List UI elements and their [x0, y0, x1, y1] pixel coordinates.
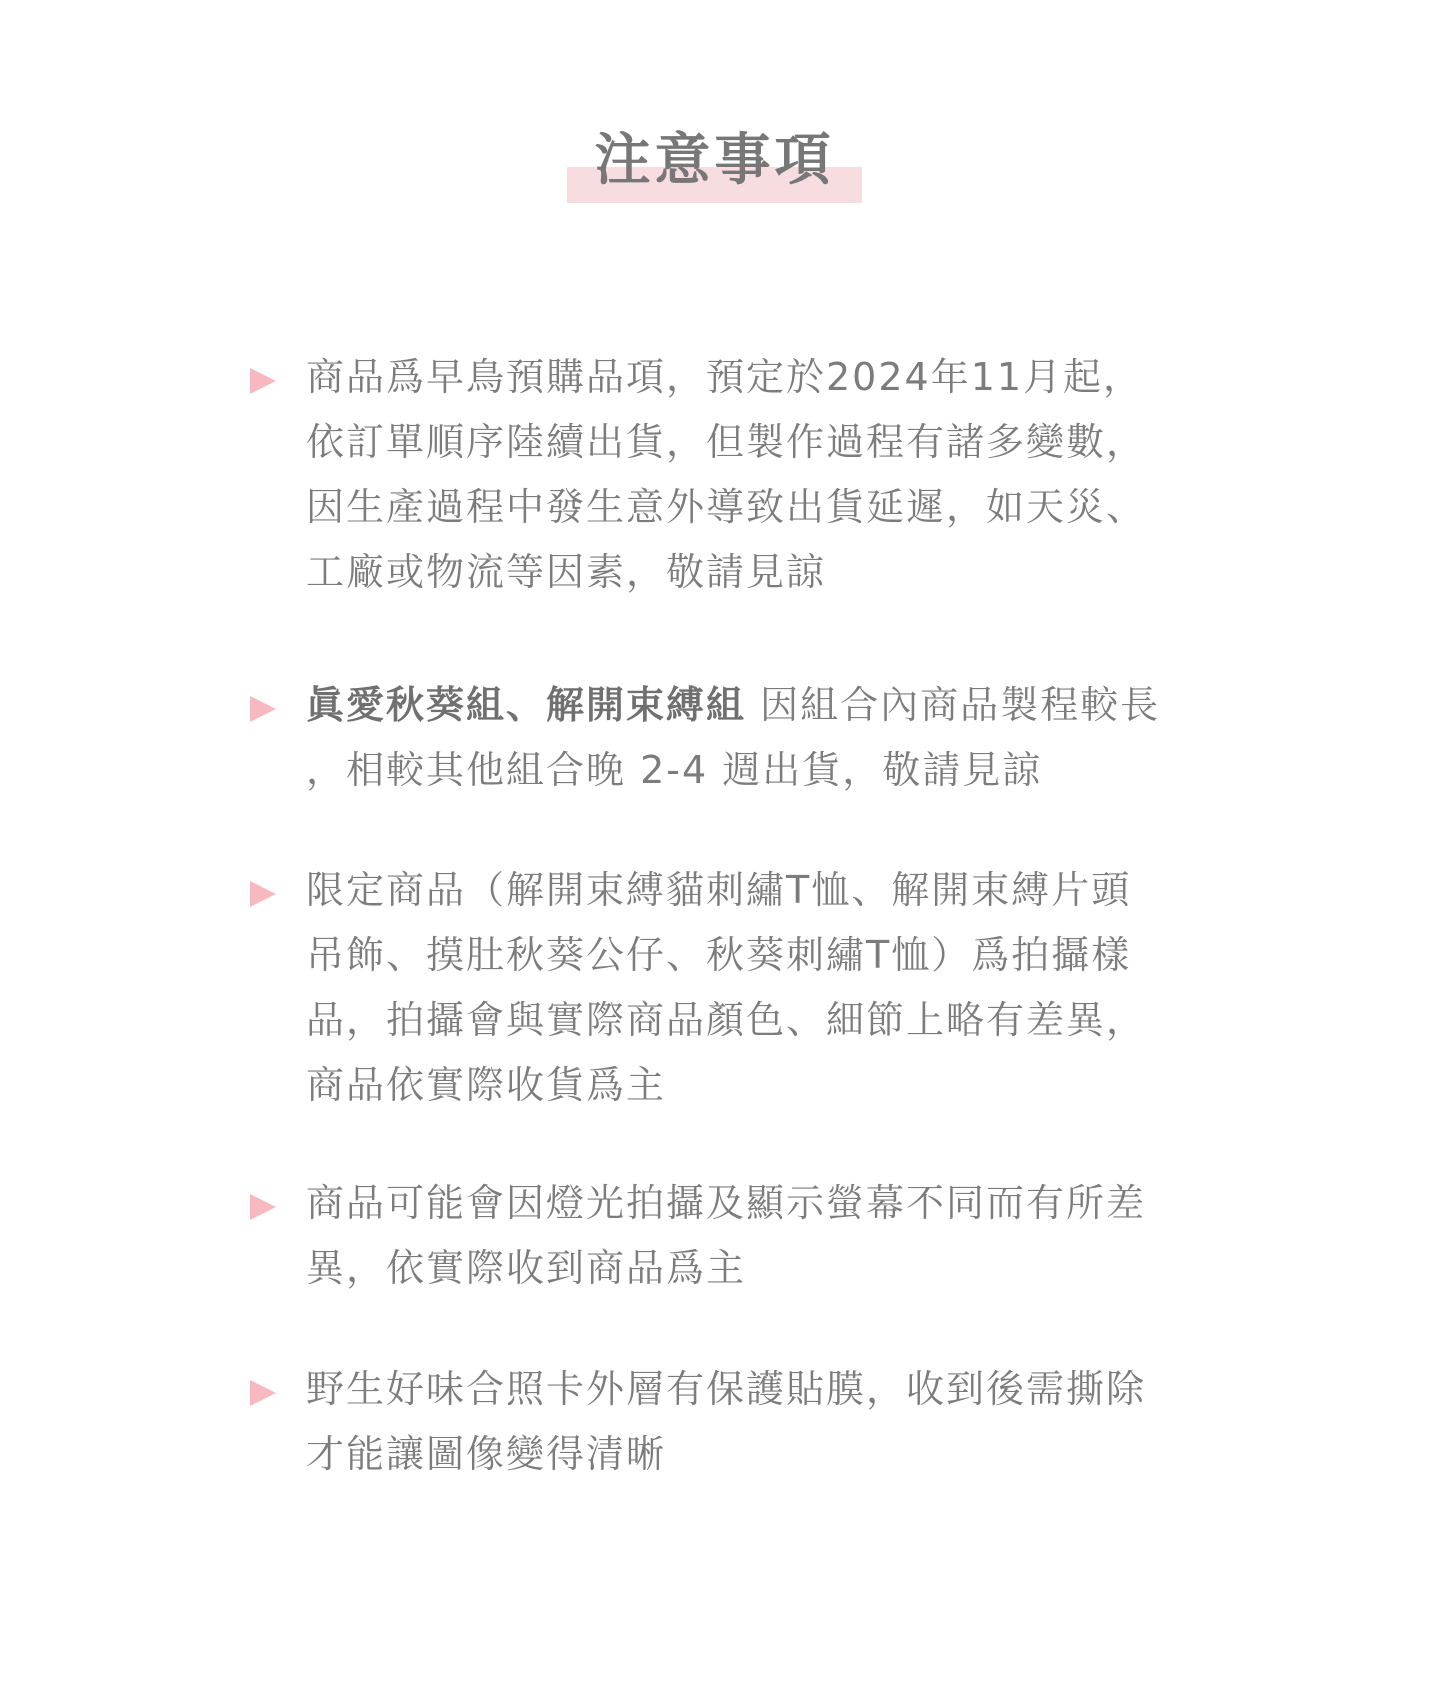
notice-line: 工廠或物流等因素，敬請見諒 — [306, 550, 827, 594]
notice-text — [306, 1357, 1206, 1487]
notice-line: 品，拍攝會與實際商品顏色、細節上略有差異， — [306, 998, 1147, 1042]
notice-emphasis: 眞愛秋葵組、解開束縛組 — [306, 683, 747, 727]
triangle-bullet-icon — [250, 696, 276, 722]
notice-line-rest: 因組合內商品製程較長 — [746, 683, 1161, 727]
notice-line: 野生好味合照卡外層有保護貼膜，收到後需撕除 — [306, 1367, 1147, 1411]
notice-line — [306, 673, 1206, 738]
notice-line: 限定商品（解開束縛貓刺繡T恤、解開束縛片頭 — [306, 868, 1132, 912]
notice-line: 異，依實際收到商品爲主 — [306, 1246, 747, 1290]
notice-line: 吊飾、摸肚秋葵公仔、秋葵刺繡T恤）爲拍攝樣 — [306, 933, 1132, 977]
notice-text — [306, 673, 1206, 803]
notice-text — [306, 1171, 1206, 1301]
notice-line: 因生產過程中發生意外導致出貨延遲，如天災、 — [306, 485, 1147, 529]
title-section — [567, 125, 862, 207]
notice-text — [306, 345, 1206, 605]
notice-line: 商品依實際收貨爲主 — [306, 1063, 667, 1107]
triangle-bullet-icon — [250, 881, 276, 907]
notice-line: 商品可能會因燈光拍攝及顯示螢幕不同而有所差 — [306, 1181, 1147, 1225]
notice-line: 依訂單順序陸續出貨，但製作過程有諸多變數， — [306, 420, 1147, 464]
notice-line: 商品爲早鳥預購品項，預定於2024年11月起， — [306, 355, 1144, 399]
notice-line: 才能讓圖像變得清晰 — [306, 1432, 667, 1476]
notice-text — [306, 858, 1206, 1118]
triangle-bullet-icon — [250, 1380, 276, 1406]
triangle-bullet-icon — [250, 1194, 276, 1220]
triangle-bullet-icon — [250, 368, 276, 394]
notice-line: ，相較其他組合晚 2-4 週出貨，敬請見諒 — [306, 748, 1043, 792]
page-title: 注意事項 — [594, 128, 835, 193]
